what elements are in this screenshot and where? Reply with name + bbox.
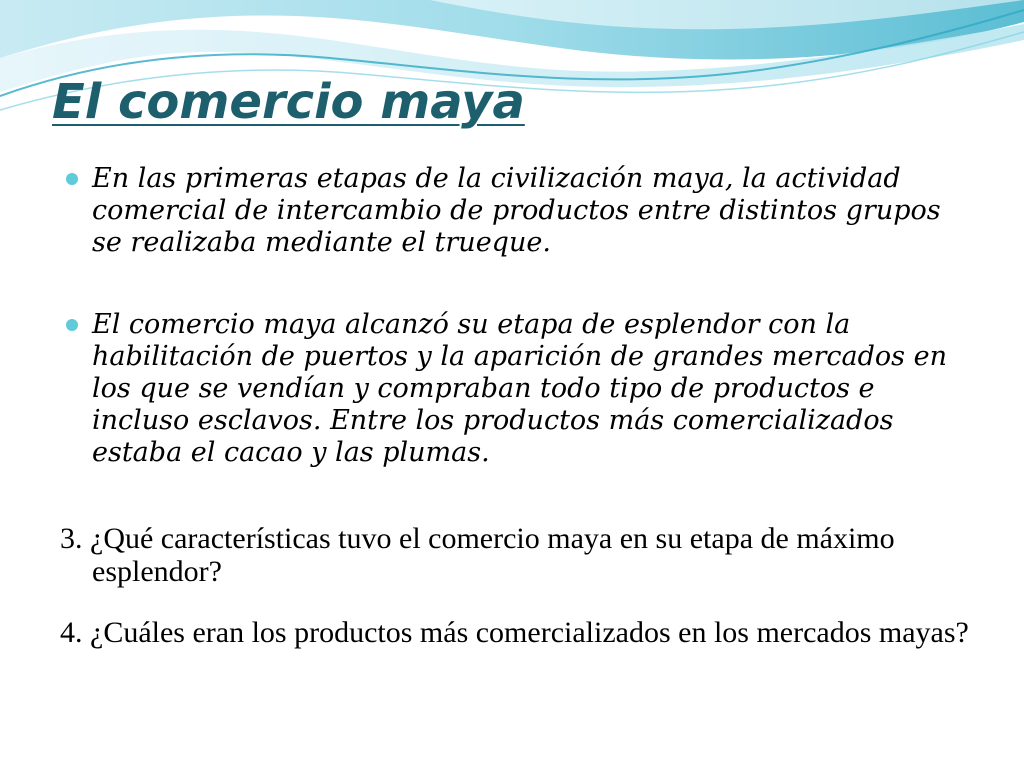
bullet-item (92, 163, 972, 259)
bullet-marker (66, 319, 78, 331)
bullet-text: El comercio maya alcanzó su etapa de esplendor con la habilitación de puertos y la aparición de grandes mercados en los que se vendían y compraban todo tipo de productos e incluso esclavos. Entre los productos más comercializados estaba el cacao y las plumas. (92, 309, 947, 468)
question-3: 3. ¿Qué características tuvo el comercio maya en su etapa de máximo esplendor? (60, 522, 895, 588)
bullet-marker (66, 173, 78, 185)
slide-title: El comercio maya (52, 74, 525, 130)
bullet-text: En las primeras etapas de la civilización maya, la actividad comercial de intercambio de productos entre distintos grupos se realizaba mediante el trueque. (92, 163, 941, 258)
bullet-item (92, 309, 972, 469)
question-4: 4. ¿Cuáles eran los productos más comercializados en los mercados mayas? (60, 616, 969, 649)
